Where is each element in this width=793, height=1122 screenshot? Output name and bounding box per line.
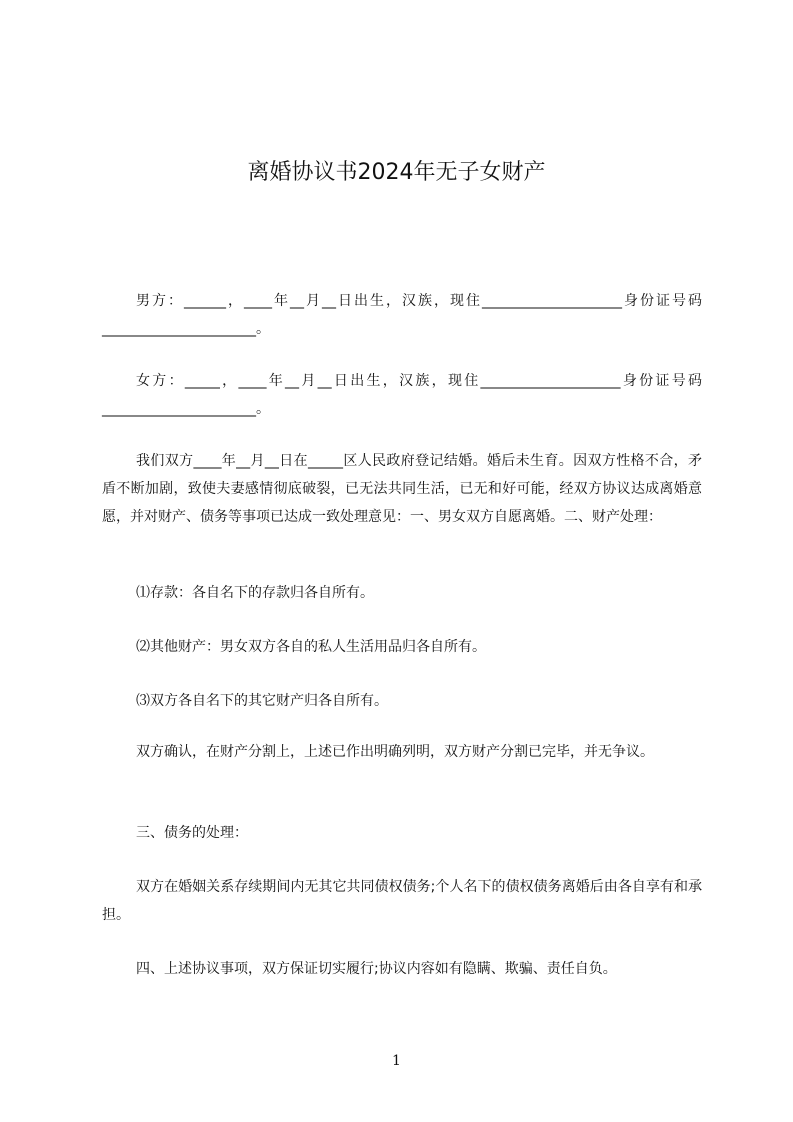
document-title: 离婚协议书2024年无子女财产 xyxy=(247,159,546,185)
property-item-own-names: ⑶双方各自名下的其它财产归各自所有。 xyxy=(136,693,388,709)
property-item-other: ⑵其他财产：男女双方各自的私人生活用品归各自所有。 xyxy=(136,639,486,655)
property-item-deposits: ⑴存款：各自名下的存款归各自所有。 xyxy=(136,585,374,601)
performance-paragraph: 四、上述协议事项，双方保证切实履行;协议内容如有隐瞒、欺骗、责任自负。 xyxy=(136,961,617,977)
debt-heading: 三、债务的处理： xyxy=(136,825,248,841)
page-number: 1 xyxy=(392,1053,401,1069)
female-party-paragraph: 女方：_____，____年__月__日出生，汉族，现住____________________身份证号码______________________。 xyxy=(102,373,702,417)
marriage-statement-paragraph: 我们双方____年__月__日在_____区人民政府登记结婚。婚后未生育。因双方性格不合，矛盾不断加剧，致使夫妻感情彻底破裂，已无法共同生活，已无和好可能，经双方协议达成离婚意愿，并对财产、债务等事项已达成一致处理意见：一、男女双方自愿离婚。二、财产处理： xyxy=(102,453,702,525)
property-confirmation-paragraph: 双方确认，在财产分割上，上述已作出明确列明，双方财产分割已完毕，并无争议。 xyxy=(136,744,654,760)
debt-paragraph: 双方在婚姻关系存续期间内无其它共同债权债务;个人名下的债权债务离婚后由各自享有和承担。 xyxy=(102,879,702,923)
male-party-paragraph: 男方：______，____年__月__日出生，汉族，现住____________________身份证号码______________________。 xyxy=(102,293,702,337)
